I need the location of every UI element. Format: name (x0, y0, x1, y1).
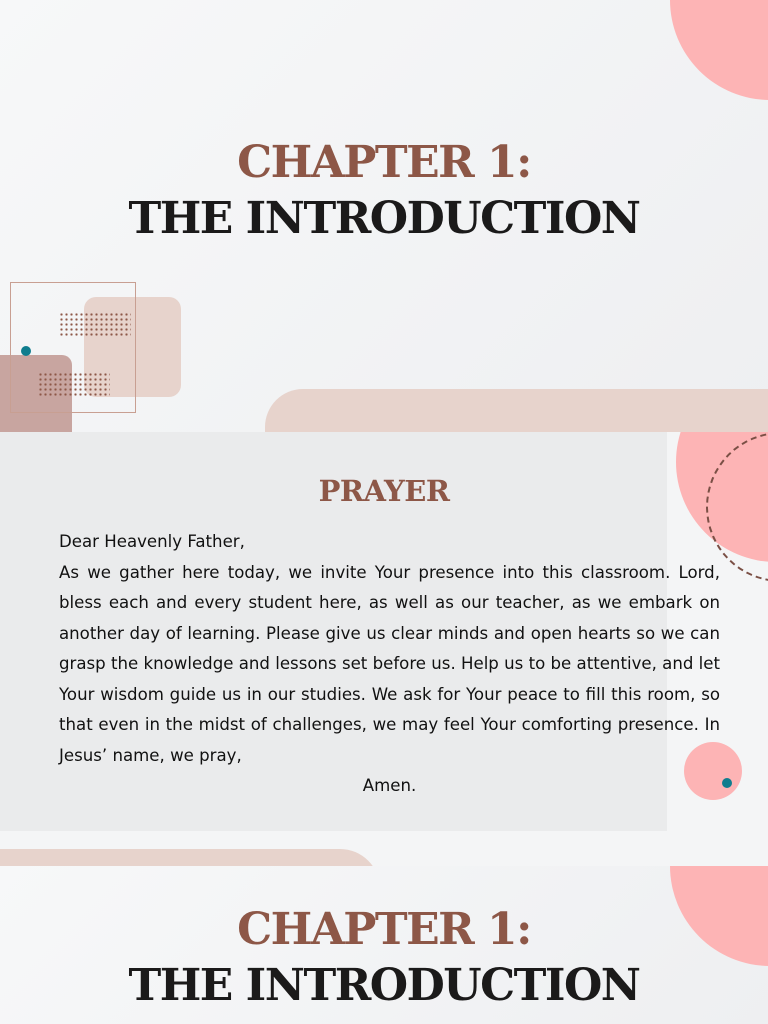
cover-page-2 (0, 866, 768, 1024)
teal-dot-decoration (722, 778, 732, 788)
chapter-subtitle: THE INTRODUCTION (128, 960, 640, 1011)
pink-circle-decoration (670, 0, 768, 100)
prayer-body (59, 527, 720, 802)
prayer-heading: PRAYER (318, 474, 450, 508)
dot-grid-decoration (38, 372, 110, 398)
cover-title (0, 902, 768, 1014)
chapter-label: CHAPTER 1: (237, 137, 531, 188)
tan-band-decoration (0, 849, 380, 866)
prayer-text: As we gather here today, we invite Your presence into this classroom. Lord, bless each and every student here, as well as our teacher, as we embark on another day of learning. Please give us clear minds and open hearts so we can grasp the knowledge and lessons set before us. Help us to be attentive, and let Your wisdom guide us in our studies. We ask for Your peace to fill this room, so that even in the midst of challenges, we may feel Your comforting presence. In Jesus’ name, we pray, (59, 562, 720, 765)
prayer-greeting: Dear Heavenly Father, (59, 532, 245, 551)
chapter-subtitle: THE INTRODUCTION (128, 193, 640, 244)
teal-dot-decoration (21, 346, 31, 356)
prayer-closing: Amen. (362, 776, 417, 795)
prayer-page (0, 432, 768, 866)
tan-band-decoration (265, 389, 768, 432)
chapter-label: CHAPTER 1: (237, 904, 531, 955)
cover-title (0, 135, 768, 247)
cover-page-1 (0, 0, 768, 432)
dot-grid-decoration (59, 312, 131, 338)
